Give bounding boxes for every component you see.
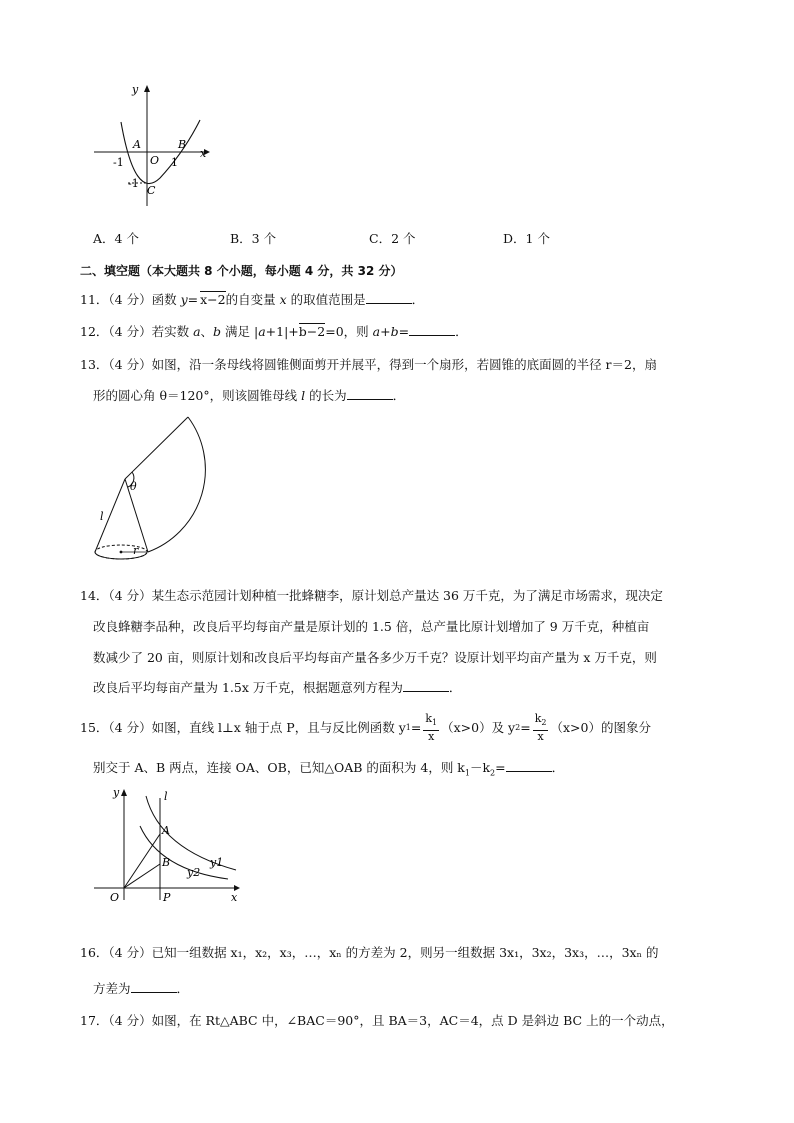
inverse-function-figure bbox=[88, 784, 248, 909]
y-axis-arrow bbox=[144, 85, 150, 92]
question-14-line1: 14．（4 分）某生态示范园计划种植一批蜂糖李，原计划总产量达 36 万千克，为了满足市场需求，现决定 bbox=[80, 588, 663, 603]
fig15-y1: y1 bbox=[210, 856, 224, 869]
fig10-x-label: x bbox=[200, 147, 207, 160]
question-15-line1: 15．（4 分）如图，直线 l⊥x 轴于点 P，且与反比例函数 y 1 = $\frac{k_1}{x}$ （x>0）及 y 2 = $\frac{k_2}{x}$ （x>0）的图象分 bbox=[80, 712, 651, 743]
question-13-line2: 形的圆心角 θ＝120°，则该圆锥母线 l 的长为 ． bbox=[93, 388, 406, 403]
fig15-a: A bbox=[162, 824, 170, 837]
fig15-y2: y2 bbox=[187, 866, 201, 879]
question-14-line2: 改良蜂糖李品种，改良后平均每亩产量是原计划的 1.5 倍，总产量比原计划增加了 9 万千克，种植亩 bbox=[93, 619, 650, 634]
fig13-theta: θ bbox=[130, 480, 137, 493]
option-c: C．2 个 bbox=[369, 231, 416, 246]
question-15-line2: 别交于 A、B 两点，连接 OA、OB，已知△OAB 的面积为 4，则 $k_1-k_2=$ ． bbox=[93, 760, 565, 778]
fig10-tick-1-x: 1 bbox=[171, 156, 178, 169]
fig13-l: l bbox=[100, 510, 104, 523]
answer-blank bbox=[403, 680, 449, 692]
fig10-point-a: A bbox=[133, 138, 141, 151]
answer-blank bbox=[366, 292, 412, 304]
curve-y2 bbox=[140, 826, 228, 879]
fig15-l: l bbox=[164, 790, 168, 803]
question-16-line1: 16．（4 分）已知一组数据 x₁，x₂，x₃，…，xₙ 的方差为 2，则另一组数据 3x₁，3x₂，3x₃，…，3xₙ 的 bbox=[80, 945, 659, 960]
fig15-p: P bbox=[163, 891, 171, 904]
segment-ob bbox=[124, 864, 160, 888]
answer-blank bbox=[506, 760, 552, 772]
y-axis-arrow bbox=[121, 789, 127, 796]
fig15-b: B bbox=[162, 856, 171, 869]
fig15-x: x bbox=[231, 891, 238, 904]
sector-radius-1 bbox=[125, 417, 188, 479]
answer-blank bbox=[131, 981, 177, 993]
question-11: 11．（4 分）函数 y= x−2的自变量 x 的取值范围是 ． bbox=[80, 292, 425, 307]
parabola-figure bbox=[88, 82, 218, 212]
fig10-tick-neg1-y: -1 bbox=[128, 177, 139, 190]
option-d: D．1 个 bbox=[503, 231, 550, 246]
option-a: A．4 个 bbox=[93, 231, 139, 246]
question-12: 12．（4 分）若实数 a、b 满足 |a+1|+b−2=0，则 a+b= ． bbox=[80, 324, 468, 339]
question-17-line1: 17．（4 分）如图，在 Rt△ABC 中，∠BAC＝90°，且 BA＝3，AC＝4，点 D 是斜边 BC 上的一个动点， bbox=[80, 1013, 674, 1028]
segment-oa bbox=[124, 834, 160, 888]
question-14-line4: 改良后平均每亩产量为 1.5x 万千克，根据题意列方程为 ． bbox=[93, 680, 462, 695]
answer-blank bbox=[409, 324, 455, 336]
fig15-y: y bbox=[113, 786, 120, 799]
fig10-y-label: y bbox=[132, 83, 139, 96]
fig10-tick-neg1-x: -1 bbox=[113, 156, 124, 169]
fig10-point-b: B bbox=[178, 138, 187, 151]
question-13-line1: 13．（4 分）如图，沿一条母线将圆锥侧面剪开并展平，得到一个扇形，若圆锥的底面圆的半径 r＝2，扇 bbox=[80, 357, 657, 372]
sector-arc bbox=[148, 417, 205, 552]
fig10-point-c: C bbox=[147, 184, 156, 197]
base-center bbox=[120, 551, 123, 554]
answer-blank bbox=[347, 388, 393, 400]
option-b: B．3 个 bbox=[230, 231, 277, 246]
fig13-r: r bbox=[133, 544, 139, 557]
question-14-line3: 数减少了 20 亩，则原计划和改良后平均每亩产量各多少万千克？设原计划平均亩产量为 x 万千克，则 bbox=[93, 650, 657, 665]
fig10-origin: O bbox=[150, 154, 160, 167]
cone-sector-figure bbox=[88, 412, 218, 574]
section-title: 二、填空题（本大题共 8 个小题，每小题 4 分，共 32 分） bbox=[80, 264, 403, 278]
fig15-o: O bbox=[110, 891, 120, 904]
question-16-line2: 方差为 ． bbox=[93, 981, 190, 996]
